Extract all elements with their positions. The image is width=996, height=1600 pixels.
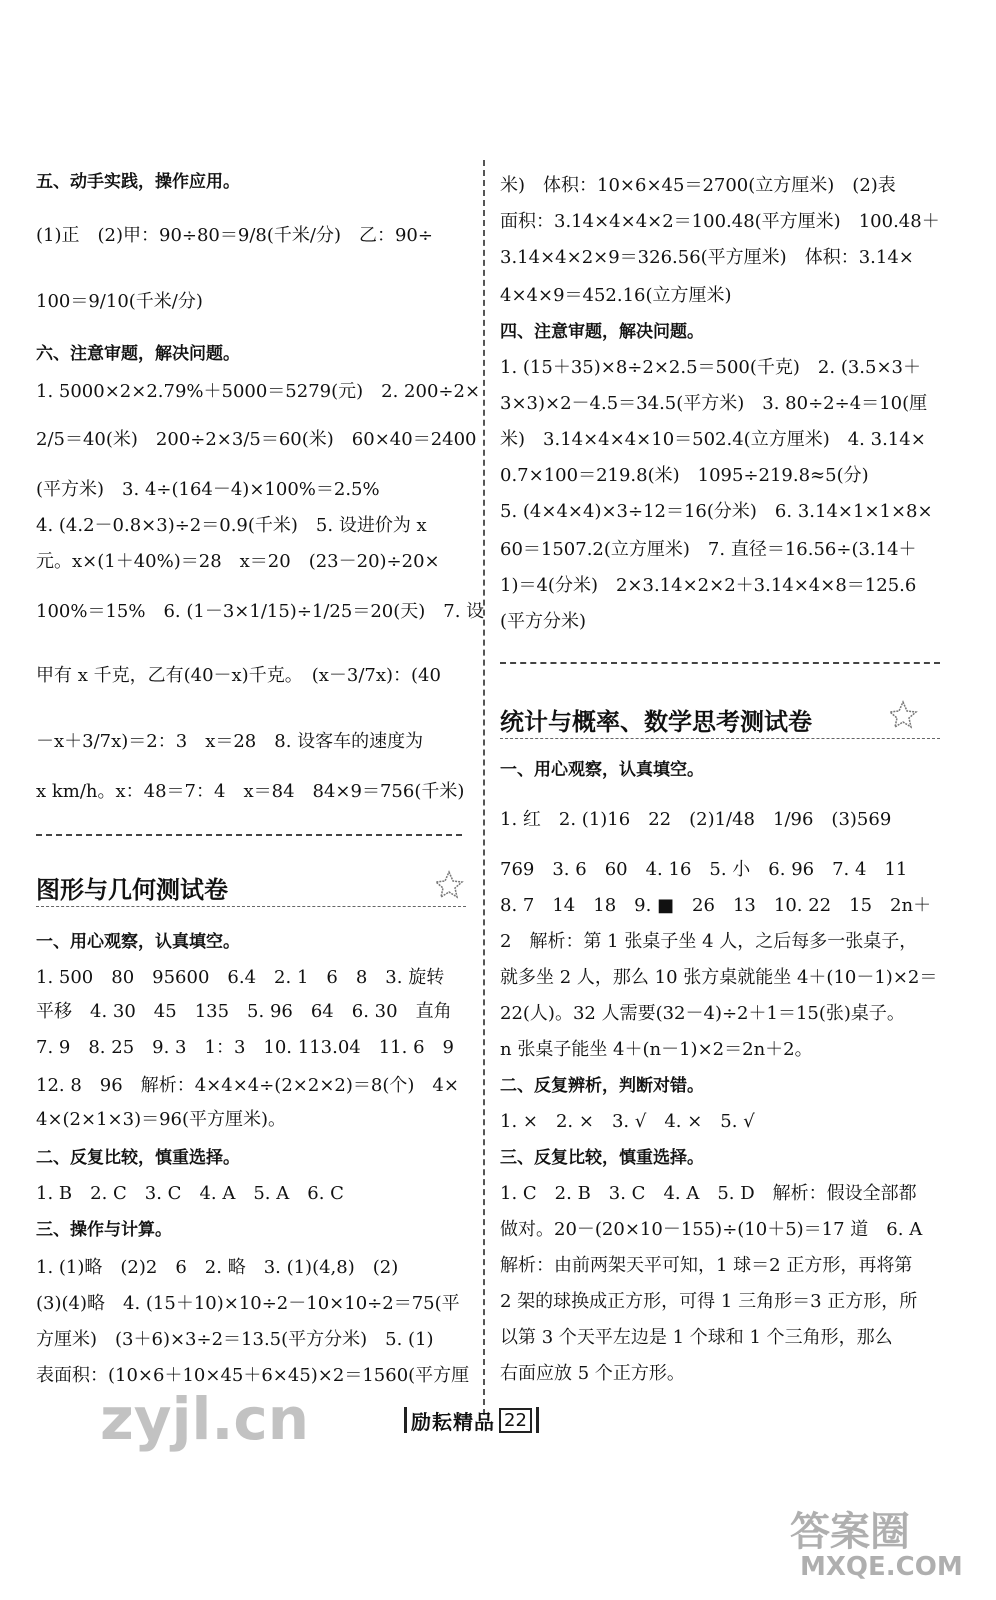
answer-line: 12. 8 96 解析：4×4×4÷(2×2×2)＝8(个) 4× xyxy=(36,1075,459,1096)
answer-line: 1. 500 80 95600 6.4 2. 1 6 8 3. 旋转 xyxy=(36,967,445,988)
answer-line: －x＋3/7x)＝2：3 x＝28 8. 设客车的速度为 xyxy=(36,731,424,752)
section-heading: 三、反复比较，慎重选择。 xyxy=(500,1148,704,1168)
footer-bar xyxy=(536,1407,539,1433)
section-heading: 二、反复比较，慎重选择。 xyxy=(36,1148,240,1168)
answer-line: 以第 3 个天平左边是 1 个球和 1 个三角形，那么 xyxy=(500,1327,893,1348)
answer-line: 1. 红 2. (1)16 22 (2)1/48 1/96 (3)569 xyxy=(500,809,892,830)
answer-line: 米) 体积：10×6×45＝2700(立方厘米) (2)表 xyxy=(500,175,896,196)
answer-line: 做对。20－(20×10－155)÷(10＋5)＝17 道 6. A xyxy=(500,1219,923,1240)
answer-line: 1. 5000×2×2.79%＋5000＝5279(元) 2. 200÷2× xyxy=(36,381,481,402)
section-heading: 三、操作与计算。 xyxy=(36,1220,172,1240)
answer-line: 3.14×4×2×9＝326.56(平方厘米) 体积：3.14× xyxy=(500,247,914,268)
section-divider xyxy=(500,662,940,664)
answer-line: (平方米) 3. 4÷(164－4)×100%＝2.5% xyxy=(36,479,380,500)
answer-line: 2 架的球换成正方形，可得 1 三角形＝3 正方形，所 xyxy=(500,1291,918,1312)
answer-line: 元。x×(1＋40%)＝28 x＝20 (23－20)÷20× xyxy=(36,551,440,572)
answer-line: 表面积：(10×6＋10×45＋6×45)×2＝1560(平方厘 xyxy=(36,1365,470,1386)
answer-line: 0.7×100＝219.8(米) 1095÷219.8≈5(分) xyxy=(500,465,869,486)
answer-line: 1. C 2. B 3. C 4. A 5. D 解析：假设全部都 xyxy=(500,1183,917,1204)
answer-line: 2 解析：第 1 张桌子坐 4 人，之后每多一张桌子， xyxy=(500,931,918,952)
answer-line: 100%＝15% 6. (1－3×1/15)÷1/25＝20(天) 7. 设 xyxy=(36,601,485,622)
watermark-logo: 答案圈 xyxy=(790,1509,910,1555)
answer-line: 769 3. 6 60 4. 16 5. 小 6. 96 7. 4 11 xyxy=(500,859,908,880)
page-number: 22 xyxy=(499,1408,532,1433)
answer-line: (1)正 (2)甲：90÷80＝9/8(千米/分) 乙：90÷ xyxy=(36,225,433,246)
answer-line: n 张桌子能坐 4＋(n－1)×2＝2n＋2。 xyxy=(500,1039,813,1060)
answer-line: 面积：3.14×4×4×2＝100.48(平方厘米) 100.48＋ xyxy=(500,211,940,232)
section-heading: 一、用心观察，认真填空。 xyxy=(36,932,240,952)
column-divider xyxy=(483,160,485,1415)
section-divider xyxy=(36,834,462,836)
answer-line: x km/h。x：48＝7：4 x＝84 84×9＝756(千米) xyxy=(36,781,465,802)
watermark-site: zyjl.cn xyxy=(100,1385,310,1453)
answer-line: 60＝1507.2(立方厘米) 7. 直径＝16.56÷(3.14＋ xyxy=(500,539,917,560)
answer-line: 2/5＝40(米) 200÷2×3/5＝60(米) 60×40＝2400 xyxy=(36,429,477,450)
answer-line: 米) 3.14×4×4×10＝502.4(立方厘米) 4. 3.14× xyxy=(500,429,926,450)
answer-line: 22(人)。32 人需要(32－4)÷2＋1＝15(张)桌子。 xyxy=(500,1003,905,1024)
answer-line: 平移 4. 30 45 135 5. 96 64 6. 30 直角 xyxy=(36,1001,452,1022)
answer-line: 就多坐 2 人，那么 10 张方桌就能坐 4＋(10－1)×2＝ xyxy=(500,967,938,988)
answer-line: 7. 9 8. 25 9. 3 1：3 10. 113.04 11. 6 9 xyxy=(36,1037,454,1058)
answer-line: 方厘米) (3＋6)×3÷2＝13.5(平方分米) 5. (1) xyxy=(36,1329,434,1350)
answer-line: (3)(4)略 4. (15＋10)×10÷2－10×10÷2＝75(平 xyxy=(36,1293,460,1314)
test-title: 统计与概率、数学思考测试卷 xyxy=(500,708,812,736)
section-heading: 五、动手实践，操作应用。 xyxy=(36,172,240,192)
footer-bar xyxy=(404,1407,407,1433)
star-icon xyxy=(888,700,918,730)
footer-brand: 励耘精品 xyxy=(411,1409,495,1434)
answer-line: 8. 7 14 18 9. ■ 26 13 10. 22 15 2n＋ xyxy=(500,895,932,916)
test-title: 图形与几何测试卷 xyxy=(36,876,228,904)
answer-line: 右面应放 5 个正方形。 xyxy=(500,1363,685,1384)
answer-line: 解析：由前两架天平可知，1 球＝2 正方形，再将第 xyxy=(500,1255,913,1276)
answer-line: 4×(2×1×3)＝96(平方厘米)。 xyxy=(36,1109,287,1130)
watermark-url: MXQE.COM xyxy=(800,1552,963,1582)
answer-line: 100＝9/10(千米/分) xyxy=(36,291,203,312)
answer-line: 1)＝4(分米) 2×3.14×2×2＋3.14×4×8＝125.6 xyxy=(500,575,917,596)
answer-line: 3×3)×2－4.5＝34.5(平方米) 3. 80÷2÷4＝10(厘 xyxy=(500,393,928,414)
answer-line: (平方分米) xyxy=(500,611,587,632)
answer-line: 1. B 2. C 3. C 4. A 5. A 6. C xyxy=(36,1183,344,1204)
title-underline xyxy=(500,738,940,739)
answer-line: 4. (4.2－0.8×3)÷2＝0.9(千米) 5. 设进价为 x xyxy=(36,515,427,536)
star-icon xyxy=(434,870,464,900)
answer-line: 甲有 x 千克，乙有(40－x)千克。 (x－3/7x)：(40 xyxy=(36,665,441,686)
answer-line: 4×4×9＝452.16(立方厘米) xyxy=(500,285,732,306)
section-heading: 六、注意审题，解决问题。 xyxy=(36,344,240,364)
answer-line: 5. (4×4×4)×3÷12＝16(分米) 6. 3.14×1×1×8× xyxy=(500,501,933,522)
answer-line: 1. (1)略 (2)2 6 2. 略 3. (1)(4,8) (2) xyxy=(36,1257,399,1278)
answer-line: 1. (15＋35)×8÷2×2.5＝500(千克) 2. (3.5×3＋ xyxy=(500,357,922,378)
page-footer xyxy=(400,1404,543,1436)
answer-line: 1. × 2. × 3. √ 4. × 5. √ xyxy=(500,1111,755,1132)
section-heading: 四、注意审题，解决问题。 xyxy=(500,322,704,342)
section-heading: 一、用心观察，认真填空。 xyxy=(500,760,704,780)
section-heading: 二、反复辨析，判断对错。 xyxy=(500,1076,704,1096)
title-underline xyxy=(36,906,466,907)
